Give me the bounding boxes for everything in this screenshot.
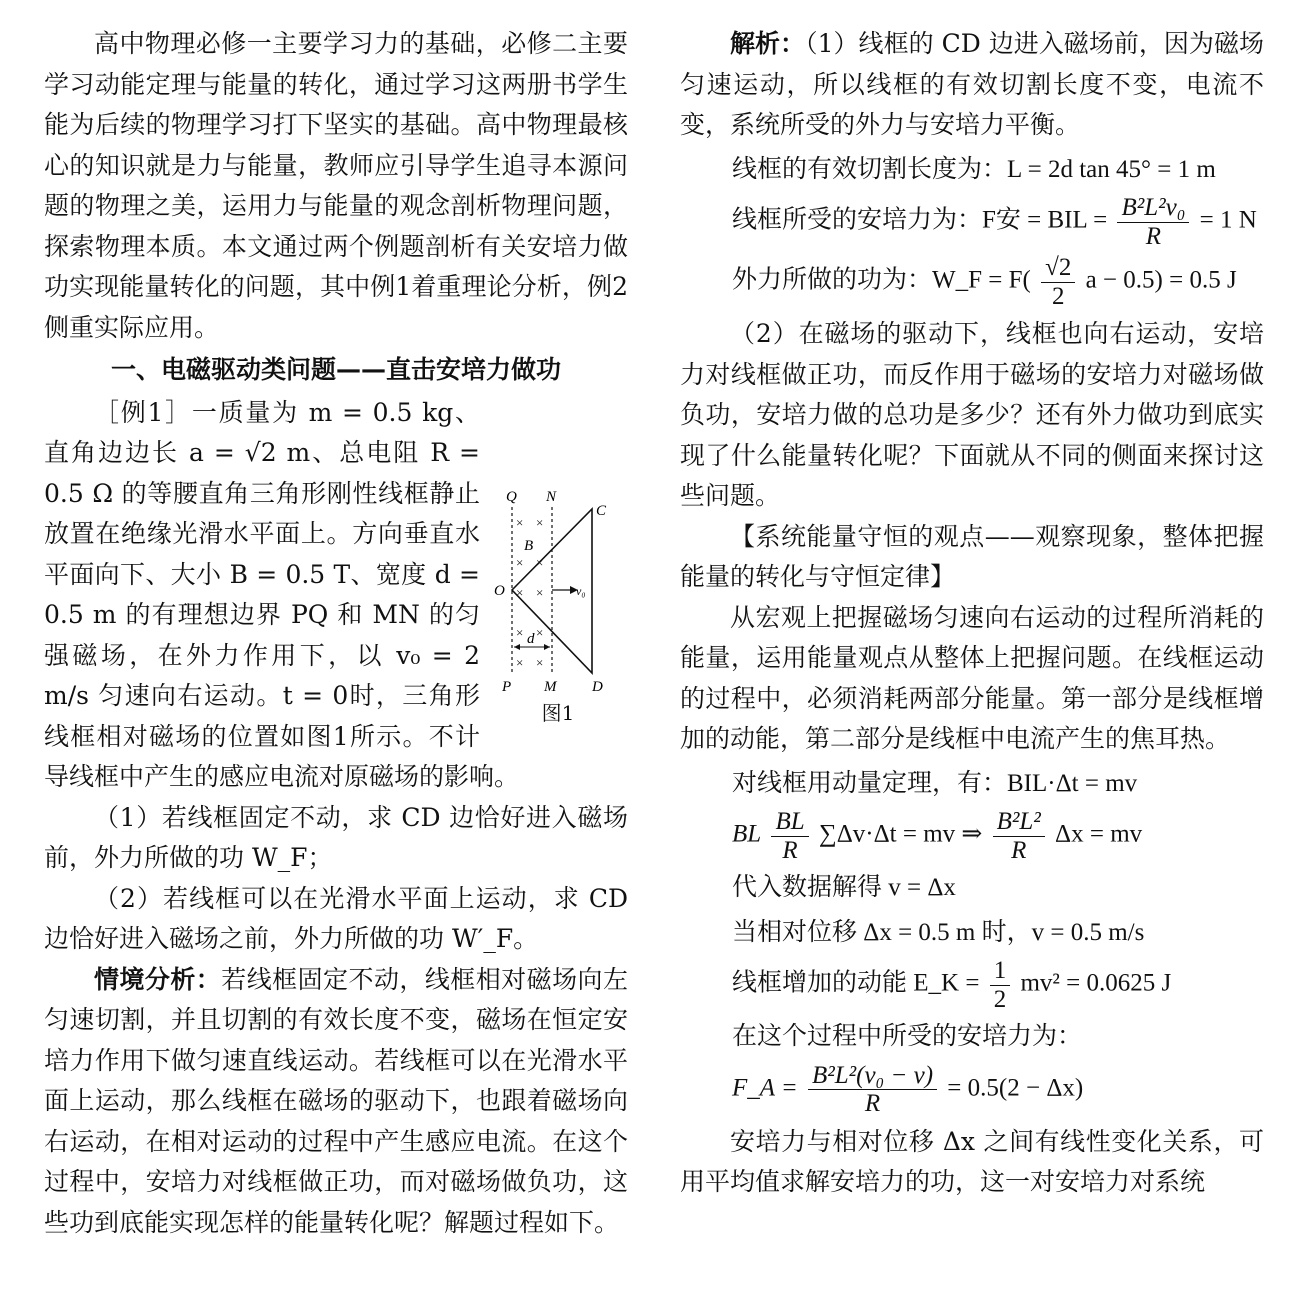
eq5-numerator-2: B²L²	[993, 808, 1045, 837]
eq2-pre: 线框所受的安培力为：F安 = BIL =	[732, 206, 1108, 234]
analysis-text: 若线框固定不动，线框相对磁场向左匀速切割，并且切割的有效长度不变，磁场在恒定安培力作用下做匀速直线运动。若线框可以在光滑水平面上运动，那么线框在磁场的驱动下，也跟着磁场向右运动，在相对运动的过程中产生感应电流。在这个过程中，安培力对线框做正功，而对磁场做负功，这些功到底能实现怎样的能量转化呢？解题过程如下。	[44, 964, 628, 1237]
eq5-fraction-2	[993, 808, 1045, 864]
field-cross: ×	[516, 624, 524, 640]
solution-label: 解析：	[730, 29, 806, 58]
part-2-paragraph: （2）在磁场的驱动下，线框也向右运动，安培力对线框做正功，而反作用于磁场的安培力对磁场做负功，安培力做的总功是多少？还有外力做功到底实现了什么能量转化呢？下面就从不同的侧面来探讨这些问题。	[680, 319, 1264, 510]
energy-conservation-heading: 【系统能量守恒的观点——观察现象，整体把握能量的转化与守恒定律】	[680, 521, 1264, 591]
right-column	[680, 24, 1264, 1203]
eq5-numerator-1: BL	[771, 808, 808, 837]
eq5-fraction-1	[771, 808, 808, 864]
eq3-denominator: 2	[1051, 282, 1065, 310]
left-column	[44, 24, 628, 1243]
field-cross: ×	[536, 584, 544, 600]
question-1: （1）若线框固定不动，求 CD 边恰好进入磁场前，外力所做的功 W_F；	[44, 802, 628, 872]
intro-paragraph: 高中物理必修一主要学习力的基础，必修二主要学习动能定理与能量的转化，通过学习这两册书学生能为后续的物理学习打下坚实的基础。高中物理最核心的知识就是力与能量，教师应引导学生追寻本源问题的物理之美，运用力与能量的观念剖析物理问题，探索物理本质。本文通过两个例题剖析有关安培力做功实现能量转化的问题，其中例1着重理论分析，例2侧重实际应用。	[44, 29, 628, 342]
label-v0: v₀	[576, 583, 586, 598]
equation-ampere-force	[680, 194, 1264, 250]
eq8-denominator: 2	[993, 985, 1007, 1013]
eq3-numerator: √2	[1041, 254, 1075, 283]
field-cross: ×	[536, 624, 544, 640]
eq2-denominator: R	[1145, 222, 1162, 250]
linear-relation-paragraph: 安培力与相对位移 Δx 之间有线性变化关系，可用平均值求解安培力的功，这一对安培力对系统	[680, 1126, 1264, 1196]
eq8-fraction	[990, 957, 1011, 1013]
equation-solution-v: 代入数据解得 v = Δx	[732, 874, 956, 901]
field-cross: ×	[516, 584, 524, 600]
eq10-post: = 0.5(2 − Δx)	[947, 1074, 1084, 1102]
equation-effective-length: 线框的有效切割长度为：L = 2d tan 45° = 1 m	[732, 155, 1216, 183]
figure-1-diagram	[488, 487, 628, 697]
eq2-numerator: B²L²v₀	[1117, 194, 1189, 223]
eq5-a: BL	[732, 820, 762, 848]
example-1-text: ［例1］一质量为 m = 0.5 kg、直角边边长 a = √2 m、总电阻 R = 0.5 Ω 的等腰直角三角形刚性线框静止放置在绝缘光滑水平面上。方向垂直水平面向下、大小 B = 0.5 T、宽度 d = 0.5 m 的有理想边界 PQ 和 MN 的匀强磁场，在外力作用下，以 v₀ = 2 m/s 匀速向右运动。t = 0时，三角形线框相对磁场的位置如图1所示。不计导线框中产生的感应电流对原磁场的影响。	[44, 397, 520, 791]
label-b: B	[524, 537, 534, 554]
eq8-numerator: 1	[990, 957, 1011, 986]
ampere-force-intro: 在这个过程中所受的安培力为：	[732, 1023, 1083, 1050]
field-cross: ×	[536, 554, 544, 570]
analysis-label: 情境分析：	[94, 964, 222, 994]
label-n: N	[546, 488, 557, 505]
equation-derivation	[680, 808, 1264, 864]
width-arrow-right	[544, 644, 550, 650]
section-heading: 一、电磁驱动类问题——直击安培力做功	[110, 355, 561, 384]
equation-momentum: 对线框用动量定理，有：BIL·Δt = mv	[732, 769, 1138, 797]
figure-1	[488, 487, 628, 727]
eq10-pre: F_A =	[732, 1074, 798, 1102]
field-cross: ×	[536, 514, 544, 530]
field-cross: ×	[516, 554, 524, 570]
figure-caption: 图1	[541, 700, 575, 725]
question-2: （2）若线框可以在光滑水平面上运动，求 CD 边恰好进入磁场之前，外力所做的功 W′_F。	[44, 883, 628, 953]
eq2-post: = 1 N	[1199, 206, 1257, 234]
eq10-fraction	[808, 1062, 937, 1118]
label-m: M	[544, 678, 557, 695]
eq10-numerator: B²L²(v₀ − v)	[808, 1062, 937, 1091]
eq8-pre: 线框增加的动能 E_K =	[732, 969, 980, 997]
situation-analysis	[44, 960, 628, 1244]
equation-relative-displacement: 当相对位移 Δx = 0.5 m 时，v = 0.5 m/s	[732, 918, 1145, 946]
eq5-denominator-2: R	[1011, 836, 1027, 864]
eq5-denominator-1: R	[782, 836, 798, 864]
equation-external-work	[680, 254, 1264, 310]
label-d: d	[527, 630, 535, 647]
label-o: O	[494, 582, 505, 599]
eq10-denominator: R	[864, 1090, 881, 1117]
field-cross: ×	[536, 654, 544, 670]
label-p: P	[502, 678, 512, 695]
solution-paragraph	[680, 24, 1264, 146]
eq2-fraction	[1117, 194, 1189, 250]
eq3-pre: 外力所做的功为：W_F = F(	[732, 266, 1031, 294]
solution-text: （1）线框的 CD 边进入磁场前，因为磁场匀速运动，所以线框的有效切割长度不变，电流不变，系统所受的外力与安培力平衡。	[680, 29, 1264, 139]
label-q: Q	[506, 488, 517, 505]
equation-kinetic-energy	[680, 957, 1264, 1013]
field-cross: ×	[516, 654, 524, 670]
equation-ampere-force-variable	[680, 1062, 1264, 1118]
eq5-b: ∑Δv·Δt = mv ⇒	[818, 820, 983, 848]
eq3-post: a − 0.5) = 0.5 J	[1085, 266, 1237, 294]
macro-energy-paragraph: 从宏观上把握磁场匀速向右运动的过程所消耗的能量，运用能量观点从整体上把握问题。在线框运动的过程中，必须消耗两部分能量。第一部分是线框增加的动能，第二部分是线框中电流产生的焦耳热。	[680, 602, 1264, 753]
width-arrow-left	[514, 644, 520, 650]
label-d-vertex: D	[592, 678, 603, 695]
field-cross: ×	[516, 514, 524, 530]
eq5-c: Δx = mv	[1055, 820, 1143, 848]
eq3-fraction	[1041, 254, 1075, 310]
eq8-post: mv² = 0.0625 J	[1020, 969, 1172, 997]
label-c: C	[596, 502, 607, 519]
